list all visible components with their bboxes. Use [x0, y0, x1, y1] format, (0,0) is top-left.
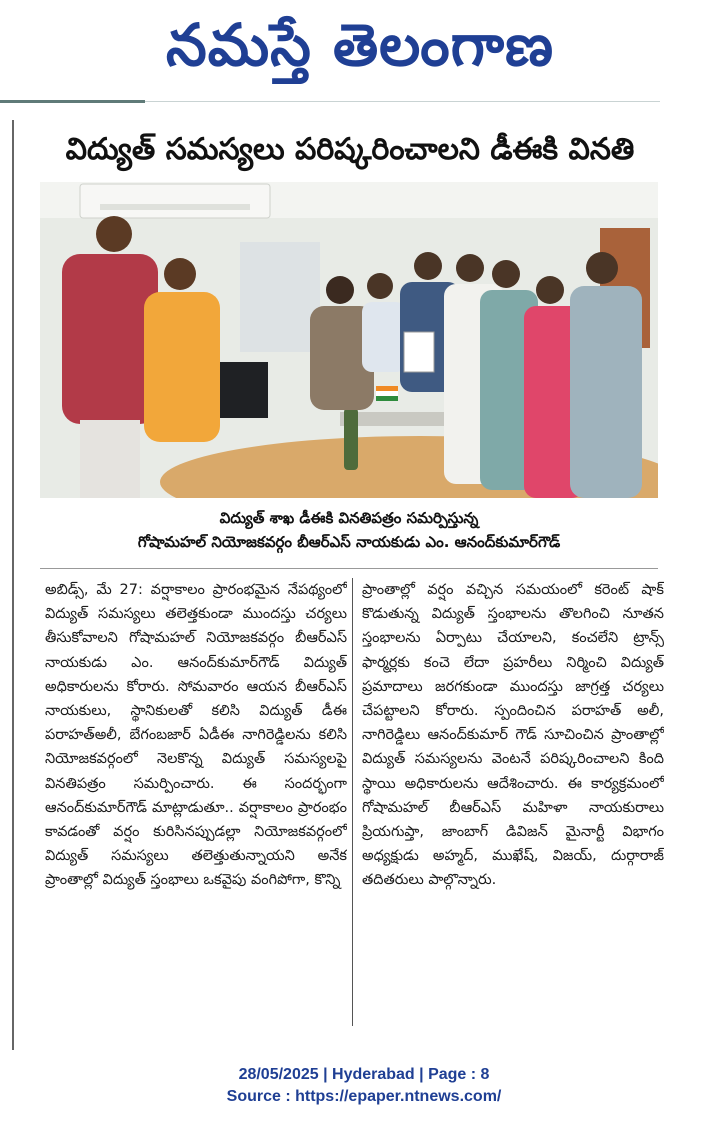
photo-caption-line-1: విద్యుత్ శాఖ డీఈకి వినతిపత్రం సమర్పిస్తున్న	[219, 509, 479, 527]
newspaper-logo: నమస్తే తెలంగాణ	[166, 11, 554, 79]
article-side-rule	[12, 120, 14, 1050]
news-photo-illustration	[40, 182, 658, 498]
page-footer	[0, 1064, 728, 1108]
column-divider	[352, 578, 353, 1026]
newspaper-masthead	[0, 0, 728, 92]
news-photo	[40, 182, 658, 498]
article-body-column-2: ప్రాంతాల్లో వర్షం వచ్చిన సమయంలో కరెంట్ షాక్ కొడుతున్న విద్యుత్ స్తంభాలను తొలగించి నూతన స్తంభాలను ఏర్పాటు చేయాలని, కంచలేని ట్రాన్స్ ఫార్మర్లకు కంచె లేదా ప్రహరీలు నిర్మించి విద్యుత్ ప్రమాదాలు జరగకుండా ముందస్తు జాగ్రత్త చర్యలు చేపట్టాలని కోరారు. స్పందించిన పరాహత్ అలీ, నాగిరెడ్డిలు ఆనంద్‌కుమార్ గౌడ్ సూచించిన ప్రాంతాల్లో విద్యుత్ సమస్యలను వెంటనే పరిష్కరించాలని కింది స్థాయి అధికారులను ఆదేశించారు. ఈ కార్యక్రమంలో గోషామహల్ బీఆర్ఎస్ మహిళా నాయకురాలు ప్రియగుప్తా, జాంబాగ్ డివిజన్ మైనార్టీ విభాగం అధ్యక్షుడు అహ్మద్, ముఖేష్, విజయ్, దుర్గారాజ్ తదితరులు పాల్గొన్నారు.	[362, 582, 664, 889]
footer-date-location-page: 28/05/2025 | Hyderabad | Page : 8	[238, 1066, 490, 1083]
article-body-column-1: అబిడ్స్, మే 27: వర్షాకాలం ప్రారంభమైన నేపథ్యంలో విద్యుత్ సమస్యలు తలెత్తకుండా ముందస్తు చర్యలు తీసుకోవాలని గోషామహల్ నియోజకవర్గం బీఆర్ఎస్ నాయకుడు ఎం. ఆనంద్‌కుమార్‌గౌడ్ విద్యుత్ అధికారులను కోరారు. సోమవారం ఆయన బీఆర్ఎస్ నాయకులు, స్థానికులతో కలిసి విద్యుత్ డీఈ పరాహత్‌అలీ, బేగంబజార్ ఏడీఈ నాగిరెడ్డిలను కలిసి నియోజకవర్గంలో నెలకొన్న విద్యుత్ సమస్యలపై వినతిపత్రం సమర్పించారు. ఈ సందర్భంగా ఆనంద్‌కుమార్‌గౌడ్ మాట్లాడుతూ.. వర్షాకాలం ప్రారంభం కావడంతో వర్షం కురిసినప్పుడల్లా నియోజకవర్గంలో విద్యుత్ సమస్యలు తలెత్తుతున్నాయని అనేక ప్రాంతాల్లో విద్యుత్ స్తంభాలు ఒకవైపు వంగిపోగా, కొన్ని	[45, 582, 347, 889]
caption-rule	[40, 568, 658, 569]
article-headline: విద్యుత్ సమస్యలు పరిష్కరించాలని డీఈకి వినతి	[65, 132, 635, 167]
photo-caption-line-2: గోషామహల్ నియోజకవర్గం బీఆర్ఎస్ నాయకుడు ఎం. ఆనంద్‌కుమార్‌గౌడ్	[137, 533, 561, 551]
masthead-rule	[145, 101, 660, 102]
footer-source-link[interactable]: Source : https://epaper.ntnews.com/	[226, 1088, 502, 1105]
masthead-rule-accent	[0, 100, 145, 103]
photo-caption	[40, 506, 658, 566]
